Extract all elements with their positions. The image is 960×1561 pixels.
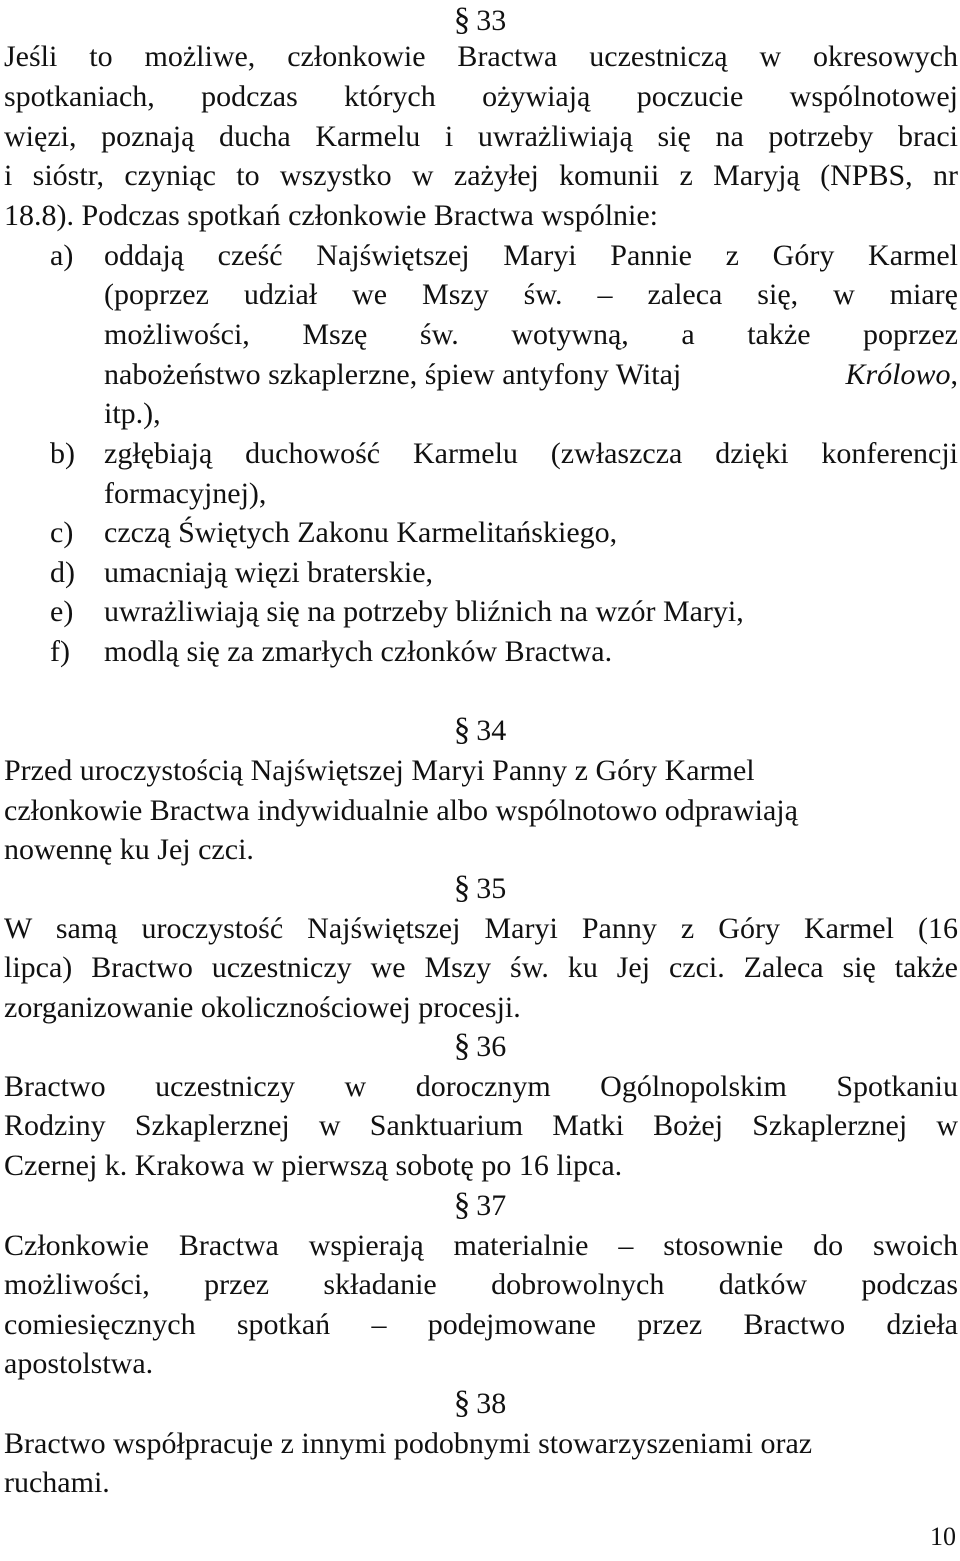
section-number: 35 (476, 872, 507, 905)
paragraph-line: Jeśli to możliwe, członkowie Bractwa uczestniczą w okresowych (4, 40, 958, 73)
italic-word: Królowo (845, 358, 951, 391)
list-item-line: czczą Świętych Zakonu Karmelitańskiego, (104, 516, 618, 549)
list-item-label: d) (50, 556, 75, 589)
list-item-label: a) (50, 239, 74, 272)
paragraph-line: lipca) Bractwo uczestniczy we Mszy św. ku Jej czci. Zaleca się także (4, 951, 958, 984)
paragraph-line: członkowie Bractwa indywidualnie albo wspólnotowo odprawiają (4, 794, 798, 827)
list-item-line: zgłębiają duchowość Karmelu (zwłaszcza dzięki konferencji (104, 437, 958, 470)
section-sign: § (453, 712, 471, 748)
paragraph-line: Czernej k. Krakowa w pierwszą sobotę po 16 lipca. (4, 1149, 623, 1182)
paragraph-line: zorganizowanie okolicznościowej procesji. (4, 991, 521, 1024)
list-item-line: możliwości, Mszę św. wotywną, a także poprzez (104, 318, 958, 351)
list-item-text: nabożeństwo szkaplerzne, śpiew antyfony Witaj (104, 358, 682, 391)
section-number: 33 (476, 4, 507, 37)
list-item-line: umacniają więzi braterskie, (104, 556, 434, 589)
paragraph-line: comiesięcznych spotkań – podejmowane przez Bractwo dzieła (4, 1308, 958, 1341)
list-item-line: uwrażliwiają się na potrzeby bliźnich na wzór Maryi, (104, 595, 744, 628)
paragraph-line: Bractwo współpracuje z innymi podobnymi stowarzyszeniami oraz (4, 1427, 813, 1460)
list-item-line: formacyjnej), (104, 477, 267, 510)
paragraph-line: Członkowie Bractwa wspierają materialnie – stosownie do swoich (4, 1229, 958, 1262)
list-item-line: (poprzez udział we Mszy św. – zaleca się, w miarę (104, 278, 958, 311)
paragraph-line: i sióstr, czyniąc to wszystko w zażyłej komunii z Maryją (NPBS, nr (4, 159, 958, 192)
list-item-line: modlą się za zmarłych członków Bractwa. (104, 635, 613, 668)
paragraph-line: 18.8). Podczas spotkań członkowie Bractwa wspólnie: (4, 199, 659, 232)
section-number: 37 (476, 1189, 507, 1222)
list-item-line: nabożeństwo szkaplerzne, śpiew antyfony Witaj Królowo, (104, 355, 958, 395)
section-number: 34 (476, 714, 507, 747)
list-item-label: e) (50, 595, 74, 628)
section-38-heading (0, 1383, 960, 1424)
section-33-heading (0, 0, 960, 41)
section-sign: § (453, 1028, 471, 1064)
paragraph-line: Rodziny Szkaplerznej w Sanktuarium Matki Bożej Szkaplerznej w (4, 1109, 958, 1142)
paragraph-line: Przed uroczystością Najświętszej Maryi Panny z Góry Karmel (4, 754, 755, 787)
section-number: 38 (476, 1387, 507, 1420)
paragraph-line: W samą uroczystość Najświętszej Maryi Panny z Góry Karmel (16 (4, 912, 958, 945)
section-number: 36 (476, 1030, 507, 1063)
paragraph-line: nowennę ku Jej czci. (4, 833, 254, 866)
paragraph-line: spotkaniach, podczas których ożywiają poczucie wspólnotowej (4, 80, 958, 113)
list-item-label: c) (50, 516, 74, 549)
section-sign: § (453, 2, 471, 38)
paragraph-line: apostolstwa. (4, 1347, 154, 1380)
page-number: 10 (930, 1522, 956, 1551)
section-sign: § (453, 1385, 471, 1421)
section-35-heading (0, 868, 960, 909)
section-36-heading (0, 1026, 960, 1067)
list-item-line: oddają cześć Najświętszej Maryi Pannie z Góry Karmel (104, 239, 958, 272)
section-34-heading (0, 710, 960, 751)
paragraph-line: ruchami. (4, 1466, 110, 1499)
list-item-line: itp.), (104, 397, 161, 430)
list-item-label: b) (50, 437, 75, 470)
paragraph-line: możliwości, przez składanie dobrowolnych datków podczas (4, 1268, 958, 1301)
paragraph-line: więzi, poznają ducha Karmelu i uwrażliwiają się na potrzeby braci (4, 120, 958, 153)
section-37-heading (0, 1185, 960, 1226)
list-item-label: f) (50, 635, 70, 668)
section-sign: § (453, 1187, 471, 1223)
section-sign: § (453, 870, 471, 906)
paragraph-line: Bractwo uczestniczy w dorocznym Ogólnopolskim Spotkaniu (4, 1070, 958, 1103)
